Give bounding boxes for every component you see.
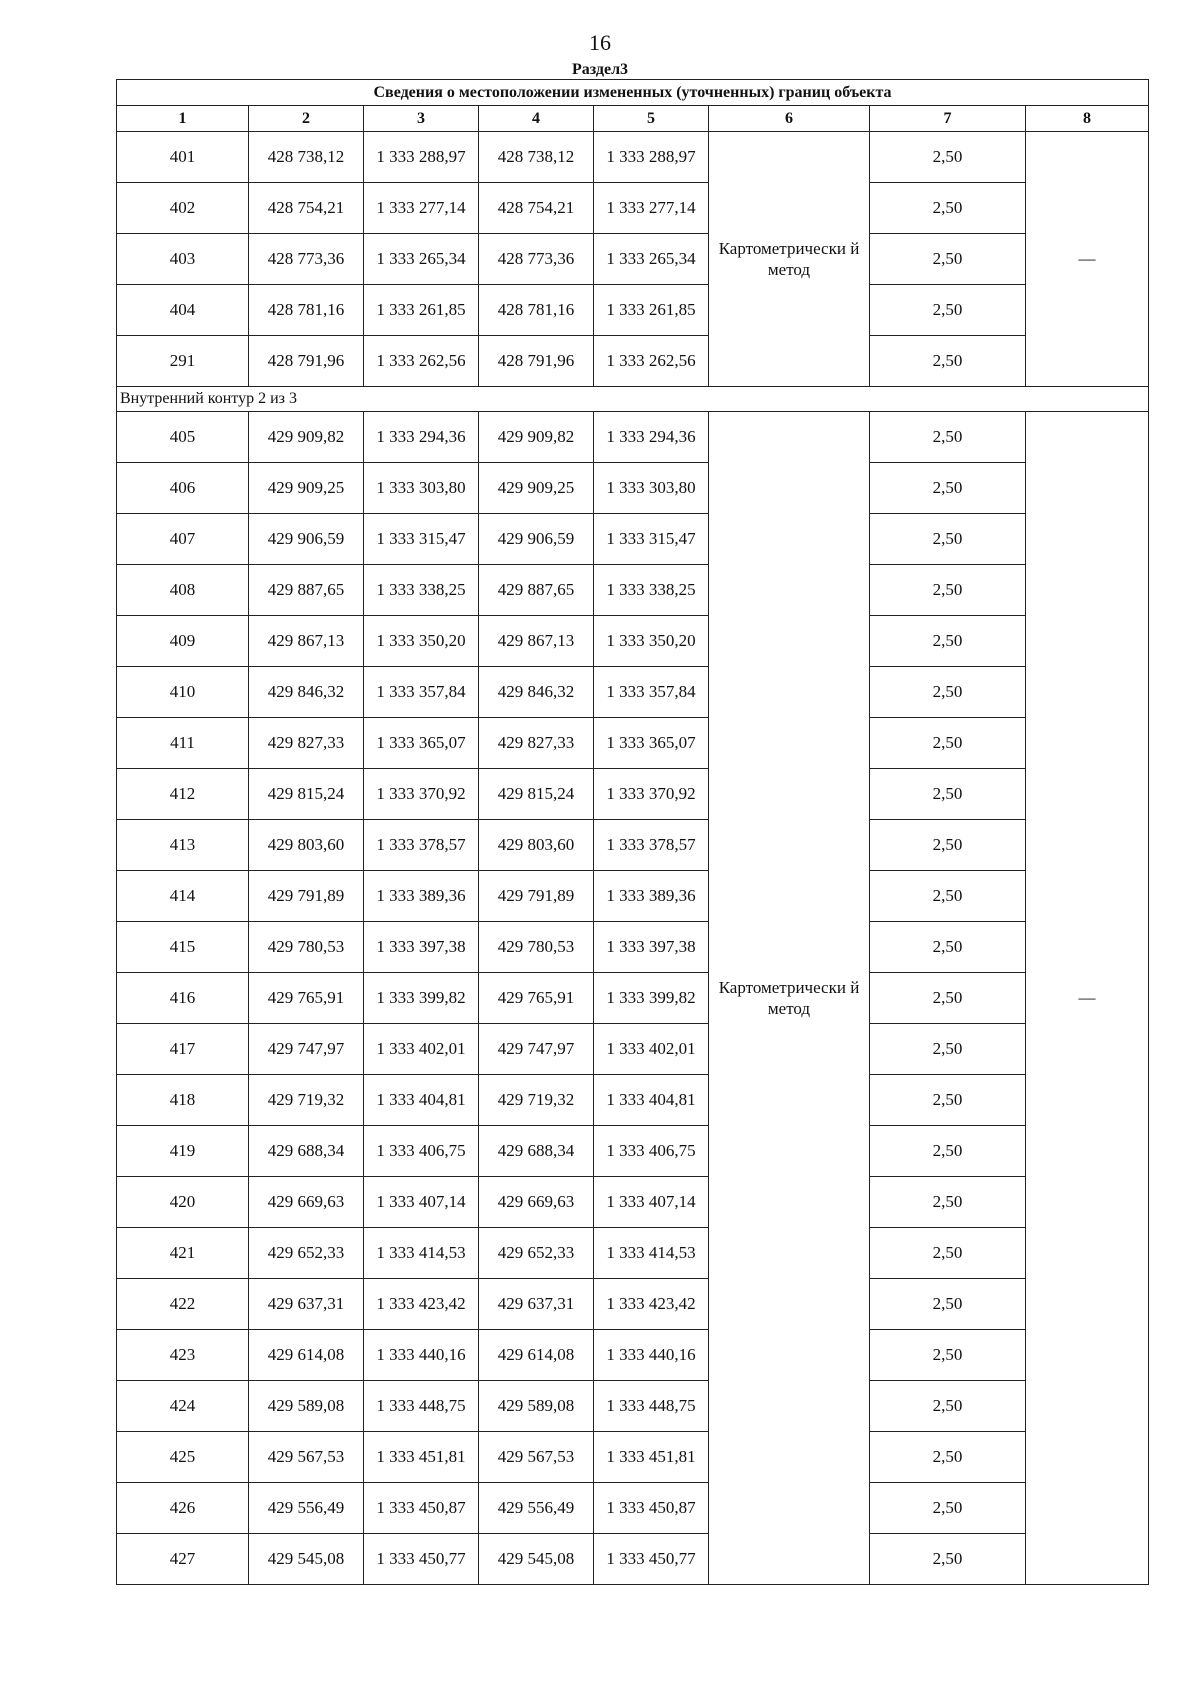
- table-row: [117, 1024, 1149, 1075]
- table-cell: 1 333 370,92: [594, 769, 709, 820]
- table-cell: 1 333 315,47: [364, 514, 479, 565]
- table-cell: 2,50: [870, 1432, 1026, 1483]
- table-cell: 429 791,89: [479, 871, 594, 922]
- table-cell: 1 333 451,81: [594, 1432, 709, 1483]
- table-cell: 422: [117, 1279, 249, 1330]
- table-cell: 403: [117, 234, 249, 285]
- table-header-row: [117, 106, 1149, 132]
- table-cell: 429 747,97: [479, 1024, 594, 1075]
- table-cell: 1 333 357,84: [364, 667, 479, 718]
- table-cell: 412: [117, 769, 249, 820]
- table-cell: 1 333 450,87: [364, 1483, 479, 1534]
- table-cell: 407: [117, 514, 249, 565]
- table-cell: 429 589,08: [249, 1381, 364, 1432]
- table-cell: 429 669,63: [479, 1177, 594, 1228]
- table-cell: 429 909,25: [479, 463, 594, 514]
- table-cell: 429 765,91: [479, 973, 594, 1024]
- table-cell: 429 719,32: [479, 1075, 594, 1126]
- boundary-coordinates-table: [116, 79, 1149, 1585]
- note-cell: [1026, 412, 1149, 1585]
- table-cell: 1 333 402,01: [364, 1024, 479, 1075]
- table-cell: 1 333 407,14: [594, 1177, 709, 1228]
- table-cell: 1 333 261,85: [594, 285, 709, 336]
- table-cell: 428 773,36: [479, 234, 594, 285]
- table-row: [117, 1279, 1149, 1330]
- table-cell: 414: [117, 871, 249, 922]
- table-cell: 1 333 265,34: [594, 234, 709, 285]
- table-cell: 423: [117, 1330, 249, 1381]
- table-cell: 1 333 406,75: [364, 1126, 479, 1177]
- table-cell: 1 333 389,36: [364, 871, 479, 922]
- column-header: 6: [709, 106, 870, 132]
- table-cell: 411: [117, 718, 249, 769]
- table-cell: 418: [117, 1075, 249, 1126]
- table-cell: 429 827,33: [249, 718, 364, 769]
- table-cell: 1 333 261,85: [364, 285, 479, 336]
- table-cell: 429 688,34: [249, 1126, 364, 1177]
- table-cell: 429 780,53: [249, 922, 364, 973]
- table-cell: 1 333 448,75: [594, 1381, 709, 1432]
- table-row: [117, 514, 1149, 565]
- page-number: 16: [589, 30, 611, 55]
- table-cell: 417: [117, 1024, 249, 1075]
- table-cell: 425: [117, 1432, 249, 1483]
- table-cell: 1 333 294,36: [594, 412, 709, 463]
- table-row: [117, 973, 1149, 1024]
- table-cell: 429 909,82: [249, 412, 364, 463]
- table-cell: 428 754,21: [479, 183, 594, 234]
- table-cell: 429 545,08: [479, 1534, 594, 1585]
- table-cell: 1 333 451,81: [364, 1432, 479, 1483]
- table-cell: 1 333 262,56: [594, 336, 709, 387]
- table-cell: 429 867,13: [479, 616, 594, 667]
- table-cell: 1 333 423,42: [364, 1279, 479, 1330]
- table-cell: 2,50: [870, 1381, 1026, 1432]
- method-cell: [709, 132, 870, 387]
- table-cell: 2,50: [870, 463, 1026, 514]
- table-cell: 409: [117, 616, 249, 667]
- table-cell: 429 906,59: [479, 514, 594, 565]
- section-title: Раздел3: [571, 61, 629, 78]
- table-cell: 1 333 265,34: [364, 234, 479, 285]
- table-cell: 408: [117, 565, 249, 616]
- table-cell: 429 815,24: [479, 769, 594, 820]
- table-cell: 2,50: [870, 132, 1026, 183]
- table-cell: 1 333 315,47: [594, 514, 709, 565]
- table-cell: 2,50: [870, 1534, 1026, 1585]
- table-cell: 1 333 357,84: [594, 667, 709, 718]
- table-cell: 429 803,60: [249, 820, 364, 871]
- table-caption-row: [117, 80, 1149, 106]
- table-cell: 1 333 288,97: [594, 132, 709, 183]
- table-row: [117, 234, 1149, 285]
- table-cell: 429 780,53: [479, 922, 594, 973]
- table-cell: 429 846,32: [249, 667, 364, 718]
- table-caption: Сведения о местоположении измененных (уточненных) границ объекта: [117, 80, 1149, 106]
- table-cell: 1 333 288,97: [364, 132, 479, 183]
- table-cell: 2,50: [870, 1024, 1026, 1075]
- contour-label: Внутренний контур 2 из 3: [117, 387, 1149, 412]
- table-row: [117, 820, 1149, 871]
- table-row: [117, 616, 1149, 667]
- table-cell: 1 333 350,20: [594, 616, 709, 667]
- table-cell: 1 333 303,80: [364, 463, 479, 514]
- table-cell: 424: [117, 1381, 249, 1432]
- table-cell: 428 781,16: [479, 285, 594, 336]
- table-cell: 1 333 378,57: [364, 820, 479, 871]
- table-cell: 1 333 378,57: [594, 820, 709, 871]
- table-cell: 428 738,12: [249, 132, 364, 183]
- table-row: [117, 769, 1149, 820]
- table-cell: 1 333 338,25: [594, 565, 709, 616]
- table-cell: 428 738,12: [479, 132, 594, 183]
- table-cell: 2,50: [870, 1177, 1026, 1228]
- table-cell: 1 333 397,38: [594, 922, 709, 973]
- table-cell: 429 909,82: [479, 412, 594, 463]
- table-cell: 2,50: [870, 871, 1026, 922]
- table-cell: 406: [117, 463, 249, 514]
- table-cell: 429 719,32: [249, 1075, 364, 1126]
- table-cell: 429 567,53: [479, 1432, 594, 1483]
- table-cell: 2,50: [870, 514, 1026, 565]
- column-header: 2: [249, 106, 364, 132]
- column-header: 7: [870, 106, 1026, 132]
- table-cell: 429 747,97: [249, 1024, 364, 1075]
- table-cell: 429 614,08: [249, 1330, 364, 1381]
- table-cell: 413: [117, 820, 249, 871]
- method-text: Картометрически й метод: [718, 978, 860, 1018]
- table-cell: 1 333 448,75: [364, 1381, 479, 1432]
- table-cell: 429 556,49: [249, 1483, 364, 1534]
- method-cell: [709, 412, 870, 1585]
- table-cell: 402: [117, 183, 249, 234]
- table-row: [117, 336, 1149, 387]
- table-cell: 429 887,65: [249, 565, 364, 616]
- table-cell: 2,50: [870, 1228, 1026, 1279]
- table-cell: 2,50: [870, 412, 1026, 463]
- table-row: [117, 1483, 1149, 1534]
- table-cell: 1 333 389,36: [594, 871, 709, 922]
- table-cell: 1 333 277,14: [364, 183, 479, 234]
- table-cell: 429 815,24: [249, 769, 364, 820]
- table-cell: 1 333 303,80: [594, 463, 709, 514]
- table-cell: 419: [117, 1126, 249, 1177]
- contour-label-row: [117, 387, 1149, 412]
- table-cell: 427: [117, 1534, 249, 1585]
- column-header: 4: [479, 106, 594, 132]
- table-cell: 429 827,33: [479, 718, 594, 769]
- table-cell: 1 333 350,20: [364, 616, 479, 667]
- table-cell: 1 333 440,16: [594, 1330, 709, 1381]
- table-cell: 429 589,08: [479, 1381, 594, 1432]
- table-row: [117, 871, 1149, 922]
- table-row: [117, 132, 1149, 183]
- table-cell: 429 791,89: [249, 871, 364, 922]
- table-cell: 429 614,08: [479, 1330, 594, 1381]
- table-cell: 428 791,96: [249, 336, 364, 387]
- table-cell: 1 333 450,77: [594, 1534, 709, 1585]
- table-cell: 1 333 450,77: [364, 1534, 479, 1585]
- table-cell: 1 333 406,75: [594, 1126, 709, 1177]
- table-cell: 429 909,25: [249, 463, 364, 514]
- table-cell: 2,50: [870, 667, 1026, 718]
- table-row: [117, 1432, 1149, 1483]
- table-cell: 401: [117, 132, 249, 183]
- table-cell: 429 765,91: [249, 973, 364, 1024]
- table-cell: 404: [117, 285, 249, 336]
- table-cell: 2,50: [870, 285, 1026, 336]
- table-cell: 428 781,16: [249, 285, 364, 336]
- table-cell: 410: [117, 667, 249, 718]
- table-cell: 2,50: [870, 820, 1026, 871]
- table-cell: 1 333 262,56: [364, 336, 479, 387]
- table-cell: 2,50: [870, 973, 1026, 1024]
- table-row: [117, 1228, 1149, 1279]
- table-cell: 1 333 277,14: [594, 183, 709, 234]
- table-cell: 429 688,34: [479, 1126, 594, 1177]
- table-cell: 429 803,60: [479, 820, 594, 871]
- table-cell: 1 333 440,16: [364, 1330, 479, 1381]
- table-cell: 2,50: [870, 1279, 1026, 1330]
- table-cell: 426: [117, 1483, 249, 1534]
- table-cell: 291: [117, 336, 249, 387]
- table-cell: 1 333 365,07: [364, 718, 479, 769]
- table-cell: 429 669,63: [249, 1177, 364, 1228]
- table-cell: 2,50: [870, 1075, 1026, 1126]
- table-cell: 1 333 370,92: [364, 769, 479, 820]
- table-row: [117, 718, 1149, 769]
- table-cell: 2,50: [870, 1483, 1026, 1534]
- table-row: [117, 285, 1149, 336]
- table-cell: 428 754,21: [249, 183, 364, 234]
- table-cell: 421: [117, 1228, 249, 1279]
- table-cell: 429 556,49: [479, 1483, 594, 1534]
- note-text: —: [1078, 988, 1096, 1007]
- column-header: 3: [364, 106, 479, 132]
- table-row: [117, 183, 1149, 234]
- table-row: [117, 1075, 1149, 1126]
- table-cell: 1 333 399,82: [594, 973, 709, 1024]
- table-cell: 429 567,53: [249, 1432, 364, 1483]
- table-cell: 2,50: [870, 769, 1026, 820]
- table-cell: 429 637,31: [249, 1279, 364, 1330]
- table-cell: 420: [117, 1177, 249, 1228]
- method-text: Картометрически й метод: [718, 239, 860, 279]
- table-cell: 2,50: [870, 718, 1026, 769]
- table-cell: 429 652,33: [479, 1228, 594, 1279]
- table-cell: 429 887,65: [479, 565, 594, 616]
- table-cell: 1 333 397,38: [364, 922, 479, 973]
- table-row: [117, 412, 1149, 463]
- column-header: 8: [1026, 106, 1149, 132]
- table-cell: 429 637,31: [479, 1279, 594, 1330]
- note-text: —: [1078, 249, 1096, 268]
- table-cell: 2,50: [870, 336, 1026, 387]
- table-cell: 2,50: [870, 183, 1026, 234]
- table-cell: 2,50: [870, 565, 1026, 616]
- column-header: 5: [594, 106, 709, 132]
- table-cell: 2,50: [870, 616, 1026, 667]
- table-cell: 1 333 414,53: [594, 1228, 709, 1279]
- table-cell: 429 867,13: [249, 616, 364, 667]
- table-cell: 2,50: [870, 234, 1026, 285]
- table-cell: 1 333 402,01: [594, 1024, 709, 1075]
- table-cell: 429 906,59: [249, 514, 364, 565]
- table-cell: 1 333 423,42: [594, 1279, 709, 1330]
- table-cell: 415: [117, 922, 249, 973]
- table-cell: 1 333 338,25: [364, 565, 479, 616]
- table-cell: 2,50: [870, 1126, 1026, 1177]
- table-row: [117, 1534, 1149, 1585]
- table-cell: 1 333 365,07: [594, 718, 709, 769]
- table-cell: 1 333 404,81: [364, 1075, 479, 1126]
- table-cell: 2,50: [870, 1330, 1026, 1381]
- table-row: [117, 1381, 1149, 1432]
- table-row: [117, 565, 1149, 616]
- table-cell: 429 652,33: [249, 1228, 364, 1279]
- table-cell: 428 791,96: [479, 336, 594, 387]
- table-cell: 1 333 399,82: [364, 973, 479, 1024]
- table-cell: 1 333 294,36: [364, 412, 479, 463]
- table-row: [117, 1126, 1149, 1177]
- table-cell: 2,50: [870, 922, 1026, 973]
- note-cell: [1026, 132, 1149, 387]
- table-row: [117, 922, 1149, 973]
- table-cell: 1 333 414,53: [364, 1228, 479, 1279]
- table-cell: 1 333 404,81: [594, 1075, 709, 1126]
- table-cell: 405: [117, 412, 249, 463]
- table-row: [117, 667, 1149, 718]
- table-cell: 429 846,32: [479, 667, 594, 718]
- table-row: [117, 1177, 1149, 1228]
- table-cell: 429 545,08: [249, 1534, 364, 1585]
- table-row: [117, 463, 1149, 514]
- table-row: [117, 1330, 1149, 1381]
- table-cell: 1 333 407,14: [364, 1177, 479, 1228]
- table-cell: 428 773,36: [249, 234, 364, 285]
- table-cell: 1 333 450,87: [594, 1483, 709, 1534]
- table-cell: 416: [117, 973, 249, 1024]
- column-header: 1: [117, 106, 249, 132]
